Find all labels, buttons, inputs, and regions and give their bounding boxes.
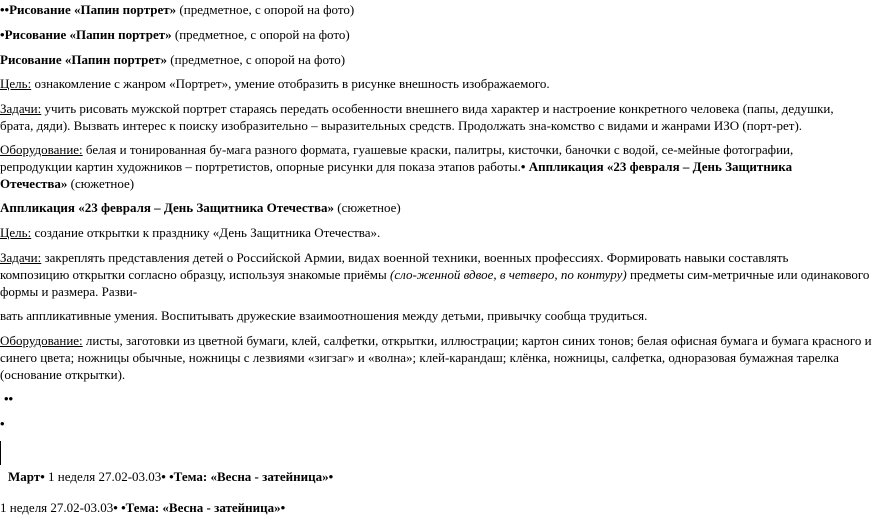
heading-title: Аппликация «23 февраля – День Защитника Отечества» <box>0 200 335 215</box>
tasks-line-2b: предметы сим-метричные или одинакового <box>626 267 870 282</box>
equipment-line-3: (основание открытки). <box>0 367 126 382</box>
equipment-line-2: репродукции картин художников – портретистов, опорные рисунки для показа этапов работы. <box>0 159 521 174</box>
week-label: 1 неделя 27.02-03.03 <box>44 469 162 484</box>
tasks-paragraph-2 <box>0 249 788 266</box>
equipment-paragraph-2-line-2 <box>0 349 839 366</box>
tasks-line-3: формы и размера. Разви- <box>0 284 138 299</box>
tasks-line-2: брата, дяди). Вызвать интерес к поиску изобразительно – выразительных средств. Продолжать зна-комство с видами и жанрами ИЗО (порт-рет). <box>0 118 803 133</box>
heading-drawing-2 <box>0 26 350 43</box>
equipment-line-1: листы, заготовки из цветной бумаги, клей, салфетки, открытки, иллюстрации; картон синих тонов; белая офисная бумага и бумага красного и <box>82 333 872 348</box>
applique-title-part: Аппликация «23 февраля – День Защитника <box>525 159 793 174</box>
heading-title: Рисование «Папин портрет» <box>4 27 172 42</box>
theme-label: Тема: «Весна - затейница» <box>125 500 281 515</box>
heading-drawing-1 <box>0 1 354 18</box>
march-week-heading <box>8 468 333 485</box>
bullet: • <box>40 469 45 484</box>
tasks-paragraph-1-line-2 <box>0 117 802 134</box>
equipment-paragraph-1-line-3 <box>0 175 134 192</box>
applique-note: (сюжетное) <box>67 176 135 191</box>
goal-text: ознакомление с жанром «Портрет», умение отобразить в рисунке внешность изображаемого. <box>31 76 550 91</box>
tasks-paragraph-2-line-2 <box>0 266 869 283</box>
tasks-paragraph-2-line-3 <box>0 283 137 300</box>
theme-label: Тема: «Весна - затейница» <box>173 469 329 484</box>
bullet: • <box>117 500 126 515</box>
bullet: • <box>328 469 334 484</box>
heading-note: (предметное, с опорой на фото) <box>171 27 350 42</box>
equipment-label: Оборудование: <box>0 333 83 348</box>
bullets: • <box>0 27 5 42</box>
goal-label: Цель: <box>0 225 32 240</box>
heading-applique <box>0 199 401 216</box>
month-label: Март <box>8 469 41 484</box>
bullet: • <box>165 469 174 484</box>
bullet: • <box>520 159 526 174</box>
tasks-continuation <box>0 307 647 324</box>
equipment-paragraph-1 <box>0 141 793 158</box>
equipment-line-1: белая и тонированная бу-мага разного формата, гуашевые краски, палитры, кисточки, баночки с водой, се-мейные фотографии, <box>82 142 794 157</box>
equipment-paragraph-2-line-3 <box>0 366 125 383</box>
bullets: •• <box>4 391 14 406</box>
goal-paragraph-1 <box>0 75 550 92</box>
tasks-line-2a: композицию открытки согласно образцу, используя знакомые приёмы <box>0 267 391 282</box>
bullet-line-2 <box>0 415 5 432</box>
goal-paragraph-2 <box>0 224 380 241</box>
equipment-label: Оборудование: <box>0 142 83 157</box>
equipment-line-2: синего цвета; ножницы обычные, ножницы с лезвиями «зигзаг» и «волна»; клей-карандаш; клёнка, ножницы, салфетка, одноразовая бумажная тарелка <box>0 350 839 365</box>
heading-note: (предметное, с опорой на фото) <box>167 52 346 67</box>
bullet: • <box>161 469 166 484</box>
heading-title: Рисование «Папин портрет» <box>9 2 177 17</box>
bullets: •• <box>0 2 10 17</box>
tasks-label: Задачи: <box>0 250 42 265</box>
goal-text: создание открытки к празднику «День Защитника Отечества». <box>31 225 381 240</box>
bullet: • <box>280 500 286 515</box>
week-heading <box>0 499 285 516</box>
tasks-paragraph-1 <box>0 100 834 117</box>
tasks-line-1: закреплять представления детей о Российской Армии, видах военной техники, военных профессиях. Формировать навыки составлять <box>41 250 789 265</box>
goal-label: Цель: <box>0 76 32 91</box>
equipment-paragraph-1-line-2 <box>0 158 792 175</box>
heading-note: (сюжетное) <box>334 200 401 215</box>
tasks-line-1: учить рисовать мужской портрет стараясь передать особенности внешнего вида характер и настроение конкретного человека (папы, дедушки, <box>41 101 834 116</box>
tasks-continuation-text: вать аппликативные умения. Воспитывать дружеские взаимоотношения между детьми, привычку сообща трудиться. <box>0 308 648 323</box>
applique-title-end: Отечества» <box>0 176 68 191</box>
vertical-rule <box>0 441 1 465</box>
bullet: • <box>0 416 5 431</box>
tasks-line-2-italic: (сло-женной вдвое, в четверо, по контуру) <box>390 267 627 282</box>
heading-drawing-3 <box>0 51 345 68</box>
heading-title: Рисование «Папин портрет» <box>0 52 168 67</box>
bullet-line-1 <box>4 390 13 407</box>
tasks-label: Задачи: <box>0 101 42 116</box>
bullet: • <box>113 500 118 515</box>
week-label: 1 неделя 27.02-03.03 <box>0 500 114 515</box>
equipment-paragraph-2 <box>0 332 872 349</box>
heading-note: (предметное, с опорой на фото) <box>176 2 355 17</box>
